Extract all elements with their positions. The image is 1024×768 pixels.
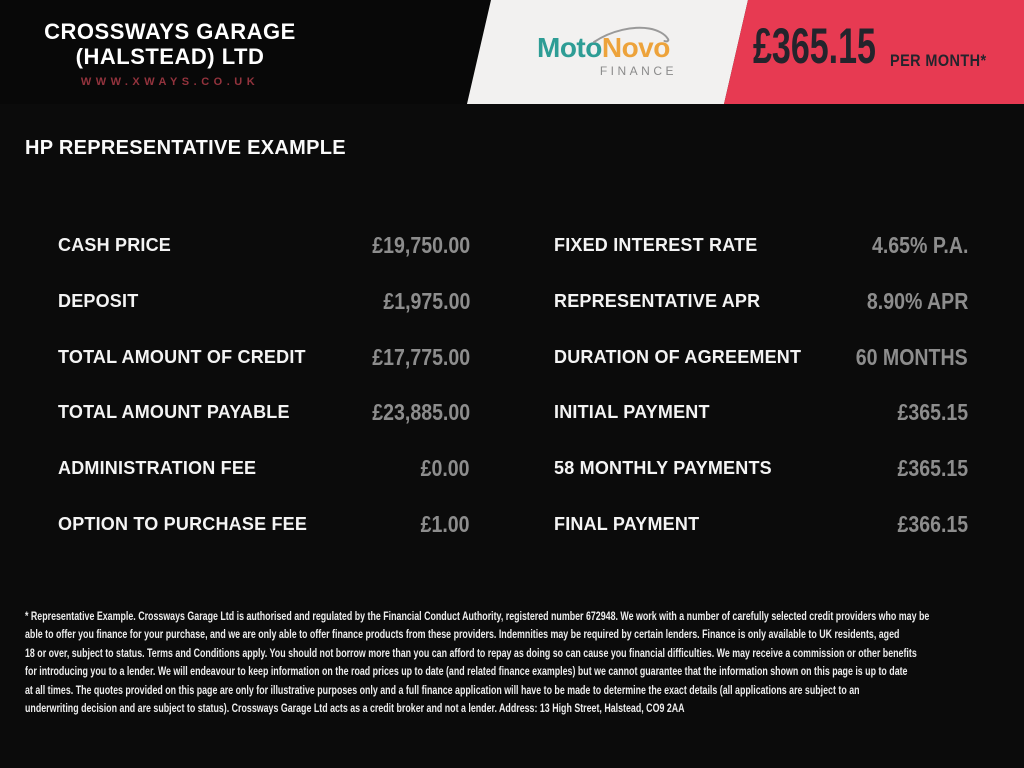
dealer-name-line1: CROSSWAYS GARAGE <box>44 19 296 44</box>
table-row <box>554 496 968 552</box>
row-label: INITIAL PAYMENT <box>554 402 710 423</box>
finance-table-left-column <box>58 218 470 552</box>
disclaimer-line: for introducing you to a lender. We will endeavour to keep information on the road prices up to date (and related finance examples) but we cannot guarantee that the information shown on this page is up to date <box>25 666 908 679</box>
table-row <box>58 274 470 330</box>
row-value: £1,975.00 <box>383 288 470 315</box>
row-label: DURATION OF AGREEMENT <box>554 346 802 367</box>
table-row <box>554 385 968 441</box>
row-label: OPTION TO PURCHASE FEE <box>58 513 308 534</box>
table-row <box>554 329 968 385</box>
row-value: £19,750.00 <box>372 232 470 259</box>
row-label: ADMINISTRATION FEE <box>58 458 257 479</box>
motonovo-logo <box>537 34 677 77</box>
row-value: £366.15 <box>897 510 968 537</box>
row-label: REPRESENTATIVE APR <box>554 291 761 312</box>
finance-table <box>58 218 968 552</box>
row-value: 4.65% P.A. <box>871 232 968 259</box>
motonovo-finance-text: FINANCE <box>599 64 677 78</box>
dealer-name-line2: (HALSTEAD) LTD <box>75 44 265 69</box>
disclaimer-line: 18 or over, subject to status. Terms and Conditions apply. You should not borrow more than you can afford to repay as doing so can cause you financial difficulties. We may receive a commission or other benefits <box>25 647 917 660</box>
table-row <box>554 218 968 274</box>
row-label: DEPOSIT <box>58 291 139 312</box>
dealer-website: WWW.XWAYS.CO.UK <box>80 76 260 88</box>
table-row <box>554 441 968 497</box>
disclaimer-line: able to offer you finance for your purchase, and we are only able to offer finance products from these providers. Indemnities may be required by certain lenders. Finance is only available to UK residents, aged <box>25 629 900 642</box>
dealer-logo <box>40 19 300 88</box>
page-title: HP REPRESENTATIVE EXAMPLE <box>25 137 346 159</box>
disclaimer-line: underwriting decision and are subject to status). Crossways Garage Ltd acts as a credit broker and not a lender. Address: 13 High Street, Halstead, CO9 2AA <box>25 703 685 716</box>
monthly-price-amount: £365.15 <box>753 18 876 74</box>
table-row <box>554 274 968 330</box>
row-label: 58 MONTHLY PAYMENTS <box>554 458 772 479</box>
disclaimer-line: at all times. The quotes provided on this page are only for illustrative purposes only and a full finance application will have to be made to determine the exact details (all applications are subject to an <box>25 684 860 697</box>
row-label: FIXED INTEREST RATE <box>554 235 758 256</box>
row-value: £365.15 <box>897 399 968 426</box>
row-value: £0.00 <box>421 455 470 482</box>
finance-table-right-column <box>554 218 968 552</box>
row-value: £17,775.00 <box>372 343 470 370</box>
table-row <box>58 441 470 497</box>
car-swoosh-icon <box>592 25 674 45</box>
row-label: FINAL PAYMENT <box>554 513 700 534</box>
motonovo-moto-text: Moto <box>537 32 602 63</box>
row-value: 60 MONTHS <box>856 343 968 370</box>
row-label: TOTAL AMOUNT PAYABLE <box>58 402 290 423</box>
header-banner <box>0 0 1024 104</box>
legal-disclaimer <box>25 608 1024 718</box>
table-row <box>58 385 470 441</box>
row-value: £365.15 <box>897 455 968 482</box>
row-value: £1.00 <box>421 510 470 537</box>
motonovo-novo-text: Novo <box>601 32 670 63</box>
monthly-price-period: PER MONTH* <box>890 51 987 70</box>
row-label: CASH PRICE <box>58 235 172 256</box>
row-value: £23,885.00 <box>372 399 470 426</box>
row-label: TOTAL AMOUNT OF CREDIT <box>58 346 306 367</box>
disclaimer-line: * Representative Example. Crossways Garage Ltd is authorised and regulated by the Financial Conduct Authority, registered number 672948. We work with a number of carefully selected credit providers who may be <box>25 611 930 623</box>
row-value: 8.90% APR <box>866 288 968 315</box>
table-row <box>58 218 470 274</box>
table-row <box>58 496 470 552</box>
table-row <box>58 329 470 385</box>
